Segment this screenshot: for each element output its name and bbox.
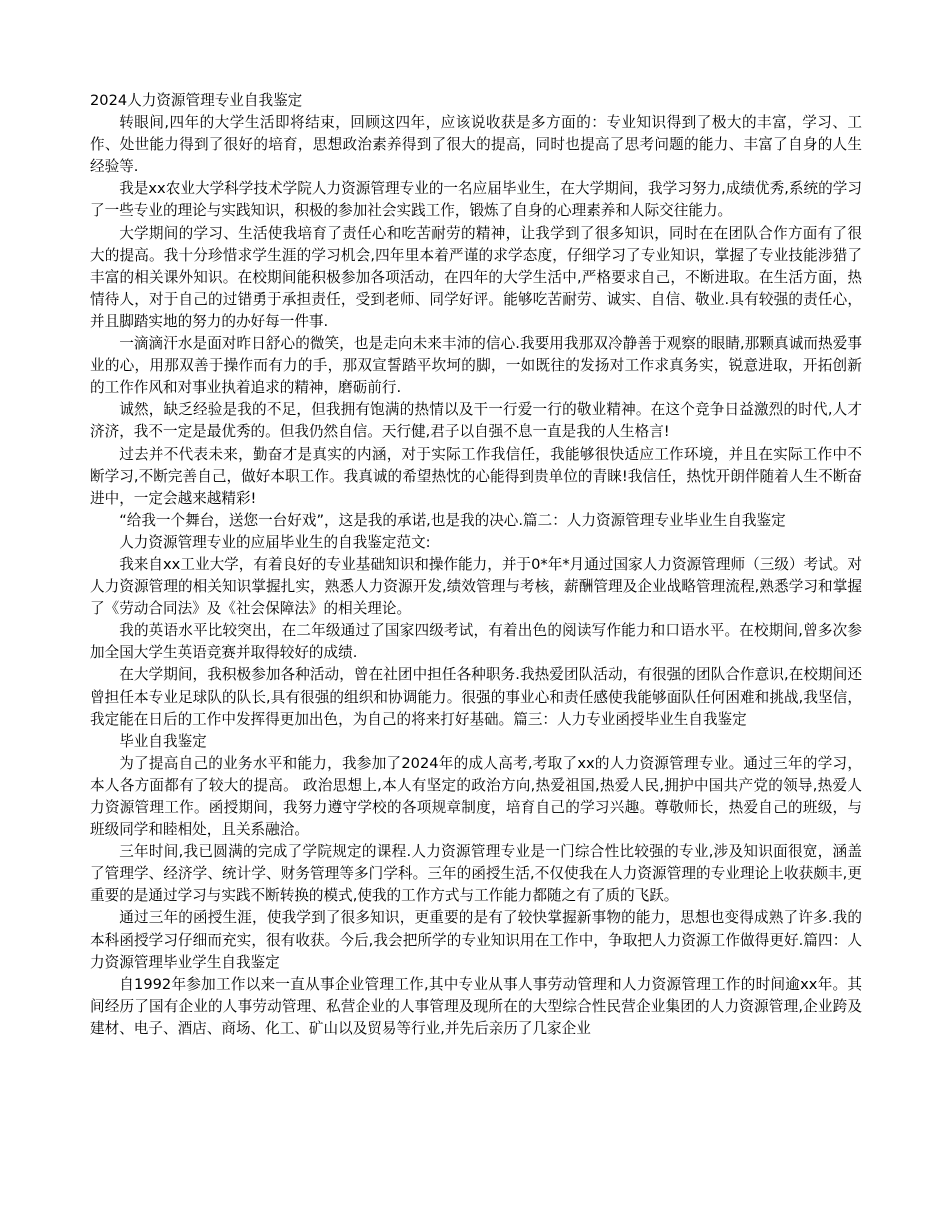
paragraph-11: 在大学期间，我积极参加各种活动，曾在社团中担任各种职务.我热爱团队活动，有很强的团队合作意识,在校期间还曾担任本专业足球队的队长,具有很强的组织和协调能力。很强的事业心和责任感使我能够面队任何困难和挑战,我坚信，我定能在日后的工作中发挥得更加出色，为自己的将来打好基础。篇三：人力专业函授毕业生自我鉴定 — [90, 666, 862, 728]
paragraph-15: 通过三年的函授生涯，使我学到了很多知识，更重要的是有了较快掌握新事物的能力，思想也变得成熟了许多.我的本科函授学习仔细而充实，很有收获。今后,我会把所学的专业知识用在工作中，争取把人力资源工作做得更好.篇四：人力资源管理毕业学生自我鉴定 — [90, 909, 862, 971]
paragraph-4: 一滴滴汗水是面对昨日舒心的微笑，也是走向未来丰沛的信心.我要用我那双冷静善于观察的眼睛,那颗真诚而热爱事业的心，用那双善于操作而有力的手，那双宣誓踏平坎坷的脚，一如既往的发扬对工作求真务实，锐意进取，开拓创新的工作作风和对事业执着追求的精神，磨砺前行. — [90, 335, 862, 397]
paragraph-12: 毕业自我鉴定 — [119, 732, 207, 750]
paragraph-5: 诚然，缺乏经验是我的不足，但我拥有饱满的热情以及干一行爱一行的敬业精神。在这个竞争日益激烈的时代,人才济济，我不一定是最优秀的。但我仍然自信。天行健,君子以自强不息一直是我的人生格言! — [90, 401, 862, 441]
paragraph-6: 过去并不代表未来，勤奋才是真实的内涵，对于实际工作我信任，我能够很快适应工作环境，并且在实际工作中不断学习,不断完善自己，做好本职工作。我真诚的希望热忱的心能得到贵单位的青睐!我信任，热忱开朗伴随着人生不断奋进中，一定会越来越精彩! — [90, 445, 862, 507]
paragraph-7: “给我一个舞台，送您一台好戏”，这是我的承诺,也是我的决心.篇二：人力资源管理专业毕业生自我鉴定 — [119, 511, 786, 529]
paragraph-1: 转眼间,四年的大学生活即将结束，回顾这四年，应该说收获是多方面的：专业知识得到了极大的丰富，学习、工作、处世能力得到了很好的培育，思想政治素养得到了很大的提高，同时也提高了思考问题的能力、丰富了自身的人生经验等. — [90, 114, 862, 176]
paragraph-9: 我来自xx工业大学，有着良好的专业基础知识和操作能力，并于0*年*月通过国家人力资源管理师（三级）考试。对人力资源管理的相关知识掌握扎实，熟悉人力资源开发,绩效管理与考核，薪酬管理及企业战略管理流程,熟悉学习和掌握了《劳动合同法》及《社会保障法》的相关理论。 — [90, 555, 862, 618]
paragraph-8: 人力资源管理专业的应届毕业生的自我鉴定范文: — [119, 533, 431, 551]
paragraph-14: 三年时间,我已圆满的完成了学院规定的课程.人力资源管理专业是一门综合性比较强的专业,涉及知识面很宽，涵盖了管理学、经济学、统计学、财务管理等多门学科。三年的函授生活,不仅使我在人力资源管理的专业理论上收获颇丰,更重要的是通过学习与实践不断转换的模式,使我的工作方式与工作能力都随之有了质的飞跃。 — [90, 843, 862, 905]
paragraph-3: 大学期间的学习、生活使我培育了责任心和吃苦耐劳的精神，让我学到了很多知识，同时在在团队合作方面有了很大的提高。我十分珍惜求学生涯的学习机会,四年里本着严谨的求学态度，仔细学习了专业知识，掌握了专业技能涉猎了丰富的相关课外知识。在校期间能积极参加各项活动，在四年的大学生活中,严格要求自己，不断进取。在生活方面，热情待人，对于自己的过错勇于承担责任，受到老师、同学好评。能够吃苦耐劳、诚实、自信、敬业.具有较强的责任心，并且脚踏实地的努力的办好每一件事. — [90, 224, 862, 330]
document-title: 2024人力资源管理专业自我鉴定 — [90, 92, 303, 109]
paragraph-13: 为了提高自己的业务水平和能力，我参加了2024年的成人高考,考取了xx的人力资源管理专业。通过三年的学习，本人各方面都有了较大的提高。 政治思想上,本人有坚定的政治方向,热爱祖国,热爱人民,拥护中国共产党的领导,热爱人力资源管理工作。函授期间，我努力遵守学校的各项规章制度，培育自己的学习兴趣。尊敬师长，热爱自己的班级，与班级同学和睦相处，且关系融洽。 — [90, 754, 862, 839]
document-page — [90, 90, 862, 1040]
paragraph-16: 自1992年参加工作以来一直从事企业管理工作,其中专业从事人事劳动管理和人力资源管理工作的时间逾xx年。其间经历了国有企业的人事劳动管理、私营企业的人事管理及现所在的大型综合性民营企业集团的人力资源管理,企业跨及建材、电子、酒店、商场、化工、矿山以及贸易等行业,并先后亲历了几家企业 — [90, 975, 862, 1037]
paragraph-2: 我是xx农业大学科学技术学院人力资源管理专业的一名应届毕业生，在大学期间，我学习努力,成绩优秀,系统的学习了一些专业的理论与实践知识，积极的参加社会实践工作，锻炼了自身的心理素养和人际交往能力。 — [90, 180, 862, 220]
paragraph-10: 我的英语水平比较突出，在二年级通过了国家四级考试，有着出色的阅读写作能力和口语水平。在校期间,曾多次参加全国大学生英语竞赛并取得较好的成绩. — [90, 622, 862, 662]
